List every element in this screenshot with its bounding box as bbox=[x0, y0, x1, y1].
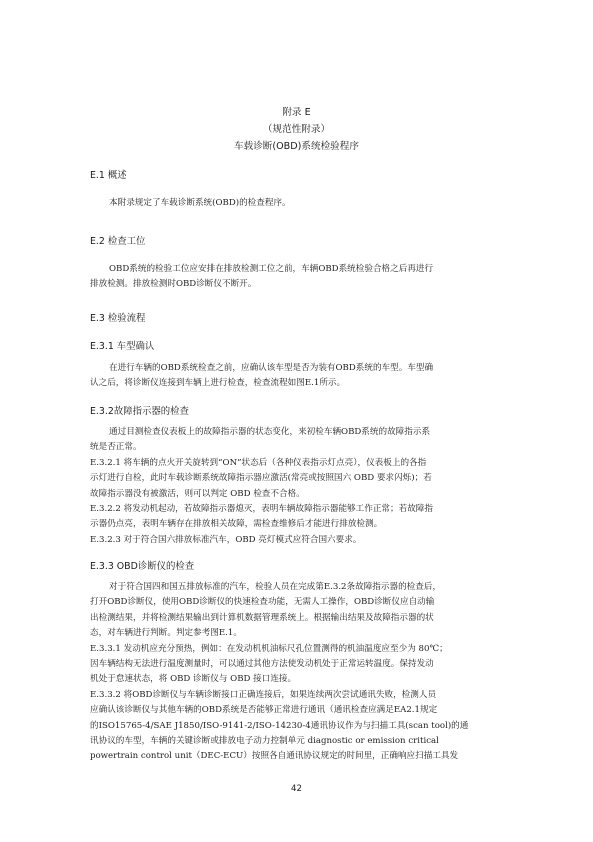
paragraph-line: 因车辆结构无法进行温度测量时，可以通过其他方法使发动机处于正常运转温度。保持发动 bbox=[90, 659, 434, 670]
section-e2-heading: E.2 检查工位 bbox=[90, 236, 146, 247]
section-e3-heading: E.3 检验流程 bbox=[90, 313, 146, 324]
paragraph-line: 示器仍点亮，表明车辆存在排放相关故障，需检查维修后才能进行排放检测。 bbox=[90, 519, 383, 530]
paragraph-line: 通过目测检查仪表板上的故障指示器的状态变化，来初检车辆OBD系统的故障指示系 bbox=[109, 427, 431, 437]
paragraph-line: OBD系统的检验工位应安排在排放检测工位之前，车辆OBD系统检验合格之后再进行 bbox=[109, 264, 434, 274]
paragraph-line: 本附录规定了车载诊断系统(OBD)的检查程序。 bbox=[109, 198, 291, 208]
paragraph-line: 态，对车辆进行判断。判定参考图E.1。 bbox=[90, 628, 242, 639]
paragraph-line: 在进行车辆的OBD系统检查之前，应确认该车型是否为装有OBD系统的车型。车型确 bbox=[109, 363, 434, 373]
paragraph-line: 打开OBD诊断仪，使用OBD诊断仪的快速检查功能，无需人工操作，OBD诊断仪应自动输 bbox=[90, 597, 435, 608]
section-e33-text bbox=[90, 580, 508, 765]
appendix-type: （规范性附录） bbox=[262, 124, 331, 135]
paragraph-line: powertrain control unit（DEC-ECU）按照各自通讯协议规定的时间里，正确响应扫描工具发 bbox=[90, 751, 459, 762]
paragraph-line: 示灯进行自检，此时车载诊断系统故障指示器应激活(常亮或按照国六 OBD 要求闪烁)；若 bbox=[90, 473, 432, 484]
paragraph-line: 认之后，将诊断仪连接到车辆上进行检查，检查流程如图E.1所示。 bbox=[90, 378, 346, 389]
section-e31-text bbox=[90, 361, 508, 392]
page-number: 42 bbox=[291, 784, 302, 794]
paragraph-line: E.3.2.2 将发动机起动，若故障指示器熄灭，表明车辆故障指示器能够工作正常；若故障指 bbox=[90, 504, 433, 515]
section-e31-heading: E.3.1 车型确认 bbox=[90, 341, 155, 352]
paragraph-line: 故障指示器没有被激活，则可以判定 OBD 检查不合格。 bbox=[90, 488, 305, 499]
appendix-title: 车载诊断(OBD)系统检验程序 bbox=[234, 141, 359, 152]
paragraph-line: 出检测结果，并将检测结果输出到计算机数据管理系统上。根据输出结果及故障指示器的状 bbox=[90, 612, 434, 623]
paragraph-line: E.3.3.2 将OBD诊断仪与车辆诊断接口正确连接后，如果连续两次尝试通讯失败，检测人员 bbox=[90, 689, 437, 700]
paragraph-line: 的ISO15765-4/SAE J1850/ISO-9141-2/ISO-14230-4通讯协议作为与扫描工具(scan tool)的通 bbox=[90, 720, 469, 731]
paragraph-line: 对于符合国四和国五排放标准的汽车，检验人员在完成第E.3.2条故障指示器的检查后， bbox=[109, 582, 442, 592]
paragraph-line: E.3.3.1 发动机应充分预热，例如：在发动机机油标尺孔位置测得的机油温度应至少为 80℃； bbox=[90, 643, 448, 654]
section-e1-text bbox=[90, 196, 508, 211]
section-e2-text bbox=[90, 262, 508, 293]
paragraph-line: 统是否正常。 bbox=[90, 442, 142, 453]
paragraph-line: E.3.2.1 将车辆的点火开关旋转到“ON”状态后（各种仪表指示灯点亮），仪表板上的各指 bbox=[90, 457, 427, 468]
section-e32-heading: E.3.2故障指示器的检查 bbox=[90, 406, 189, 417]
section-e33-heading: E.3.3 OBD诊断仪的检查 bbox=[90, 561, 195, 572]
paragraph-line: 讯协议的车型，车辆的关键诊断或排放电子动力控制单元 diagnostic or emission critical bbox=[90, 736, 439, 747]
section-e32-text bbox=[90, 425, 508, 548]
paragraph-line: 机处于怠速状态，将 OBD 诊断仪与 OBD 接口连接。 bbox=[90, 674, 297, 685]
paragraph-line: E.3.2.3 对于符合国六排放标准汽车，OBD 亮灯模式应符合国六要求。 bbox=[90, 534, 362, 545]
paragraph-line: 应确认该诊断仪与其他车辆的OBD系统是否能够正常进行通讯（通讯检查应满足EA2.1规定 bbox=[90, 705, 438, 716]
section-e1-heading: E.1 概述 bbox=[90, 170, 127, 181]
paragraph-line: 排放检测。排放检测时OBD诊断仪不断开。 bbox=[90, 279, 257, 290]
appendix-label: 附录 E bbox=[282, 107, 311, 118]
